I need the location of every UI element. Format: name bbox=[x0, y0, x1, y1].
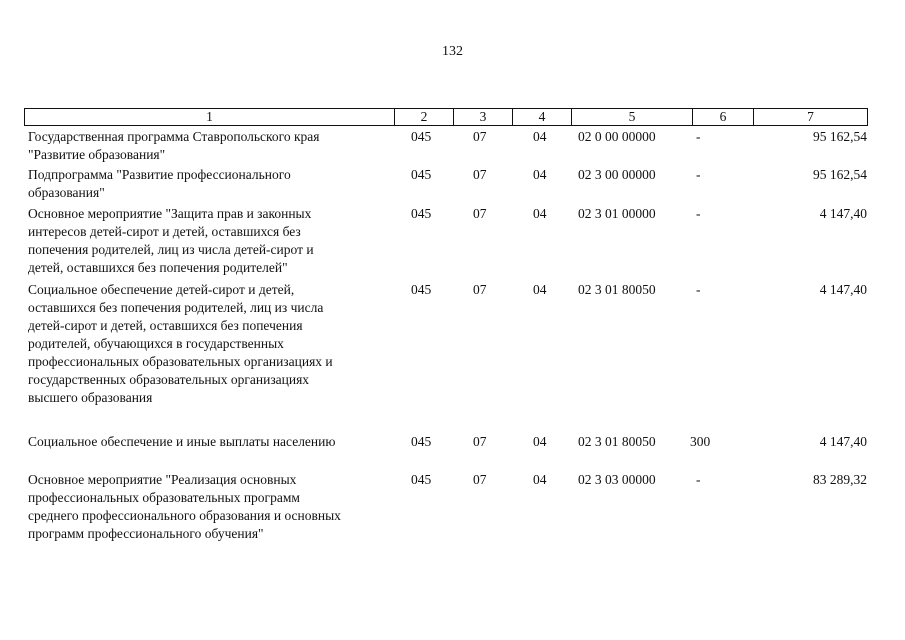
row-code-4: 04 bbox=[533, 282, 547, 297]
row-code-5: 02 3 03 00000 bbox=[578, 472, 656, 487]
row-code-2: 045 bbox=[411, 282, 432, 297]
row-code-2: 045 bbox=[411, 167, 432, 182]
row-code-4: 04 bbox=[533, 206, 547, 221]
row-code-3: 07 bbox=[473, 167, 487, 182]
row-code-3: 07 bbox=[473, 434, 487, 449]
row-name: Основное мероприятие "Защита прав и законных интересов детей-сирот и детей, оставшихся без попечения родителей, лиц из числа детей-сирот и детей, оставшихся без попечения родителей" bbox=[28, 206, 314, 275]
page-number: 132 bbox=[442, 44, 463, 59]
row-amount: 4 147,40 bbox=[819, 434, 867, 449]
row-code-4: 04 bbox=[533, 472, 547, 487]
row-name: Основное мероприятие "Реализация основных профессиональных образовательных программ среднего профессионального образования и основных программ профессионального обучения" bbox=[28, 472, 341, 541]
row-code-6: - bbox=[696, 472, 701, 487]
table-column-header bbox=[24, 108, 868, 126]
row-amount: 4 147,40 bbox=[819, 282, 867, 297]
row-code-5: 02 0 00 00000 bbox=[578, 129, 656, 144]
row-code-6: - bbox=[696, 206, 701, 221]
column-header-5: 5 bbox=[571, 109, 692, 125]
row-name: Государственная программа Ставропольского края "Развитие образования" bbox=[28, 129, 320, 162]
column-header-1: 1 bbox=[206, 109, 213, 124]
row-code-5: 02 3 00 00000 bbox=[578, 167, 656, 182]
row-code-5: 02 3 01 80050 bbox=[578, 434, 656, 449]
row-code-4: 04 bbox=[533, 434, 547, 449]
row-code-2: 045 bbox=[411, 206, 432, 221]
row-name: Социальное обеспечение и иные выплаты населению bbox=[28, 434, 336, 449]
column-header-7: 7 bbox=[753, 109, 867, 125]
row-code-3: 07 bbox=[473, 472, 487, 487]
row-code-6: - bbox=[696, 282, 701, 297]
row-code-2: 045 bbox=[411, 472, 432, 487]
row-amount: 95 162,54 bbox=[813, 129, 867, 144]
row-code-6: - bbox=[696, 167, 701, 182]
row-code-2: 045 bbox=[411, 434, 432, 449]
row-name: Социальное обеспечение детей-сирот и детей, оставшихся без попечения родителей, лиц из числа детей-сирот и детей, оставшихся без попечения родителей, обучающихся в государственных профессиональных образовательных организациях и государственных образовательных организациях высшего образования bbox=[28, 282, 333, 405]
row-code-6: - bbox=[696, 129, 701, 144]
row-code-4: 04 bbox=[533, 129, 547, 144]
row-code-2: 045 bbox=[411, 129, 432, 144]
row-code-5: 02 3 01 80050 bbox=[578, 282, 656, 297]
column-header-3: 3 bbox=[453, 109, 512, 125]
row-amount: 95 162,54 bbox=[813, 167, 867, 182]
row-code-4: 04 bbox=[533, 167, 547, 182]
row-code-3: 07 bbox=[473, 282, 487, 297]
row-code-5: 02 3 01 00000 bbox=[578, 206, 656, 221]
row-code-6: 300 bbox=[690, 434, 711, 449]
column-header-2: 2 bbox=[394, 109, 453, 125]
row-code-3: 07 bbox=[473, 206, 487, 221]
row-amount: 4 147,40 bbox=[819, 206, 867, 221]
row-name: Подпрограмма "Развитие профессионального образования" bbox=[28, 167, 291, 200]
row-code-3: 07 bbox=[473, 129, 487, 144]
row-amount: 83 289,32 bbox=[813, 472, 867, 487]
column-header-4: 4 bbox=[512, 109, 571, 125]
column-header-6: 6 bbox=[692, 109, 753, 125]
